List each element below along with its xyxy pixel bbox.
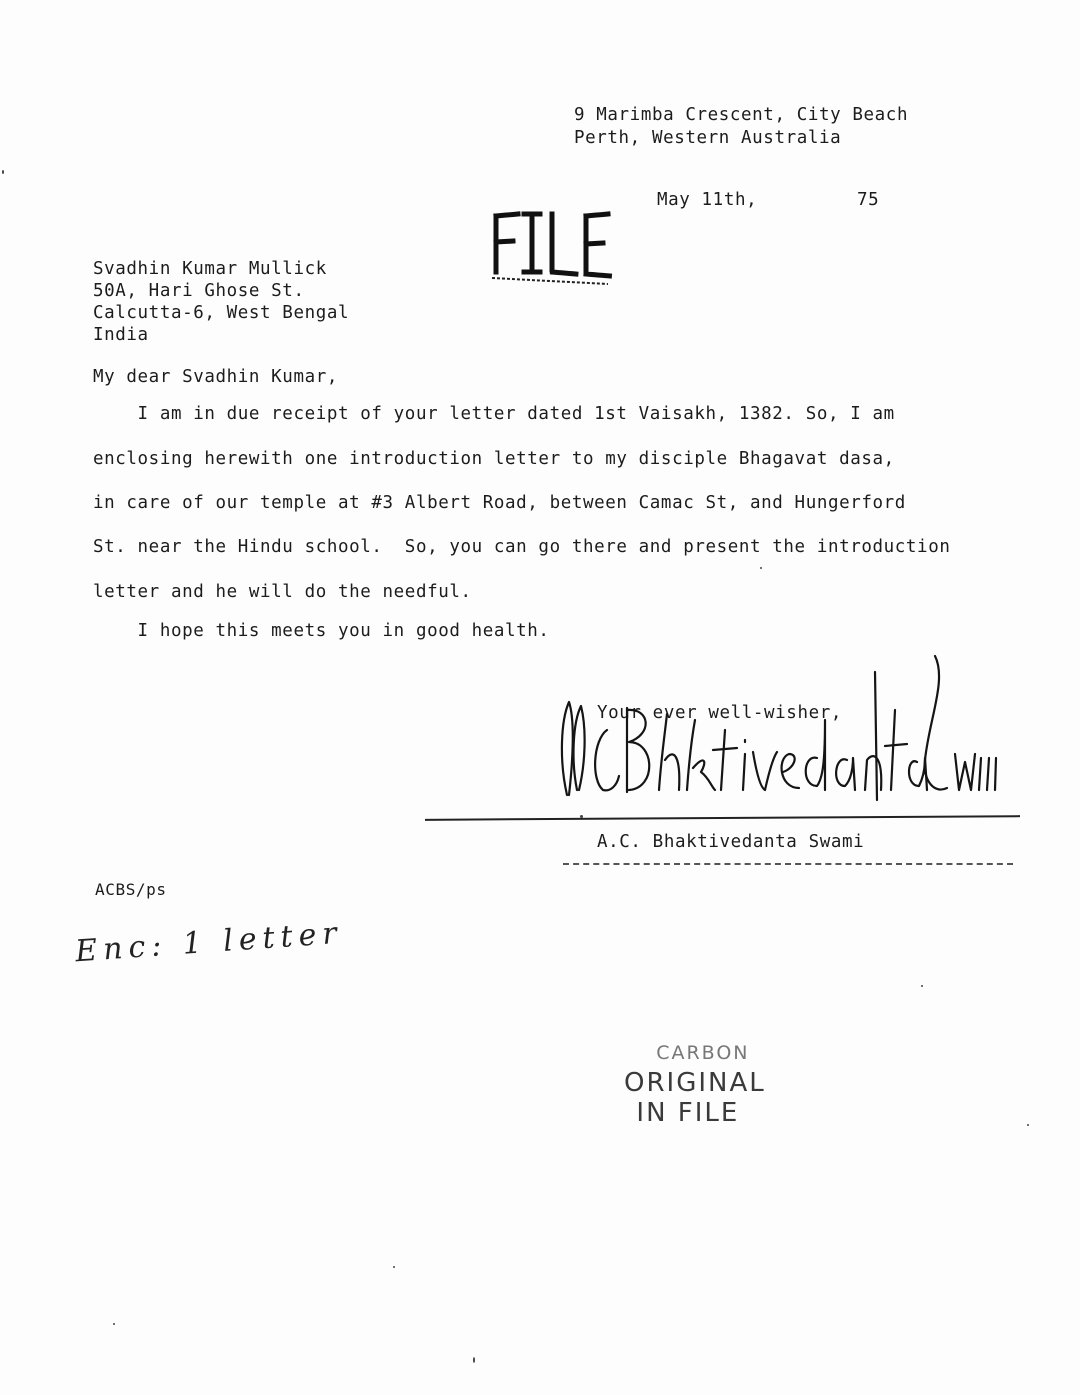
reference-initials: ACBS/ps [95,880,167,899]
salutation: My dear Svadhin Kumar, [93,367,338,387]
carbon-stamp-line-3: IN FILE [636,1098,740,1128]
carbon-original-stamp [610,1038,766,1128]
recipient-name: Svadhin Kumar Mullick [93,259,327,279]
closing-sentence: I hope this meets you in good health. [93,621,550,641]
sender-address-line-1: 9 Marimba Crescent, City Beach [574,105,909,125]
scan-speck [2,170,4,174]
scan-speck [921,985,923,987]
enclosure-note: Enc: 1 letter [74,915,344,970]
date-year: 75 [857,190,880,210]
file-stamp [488,206,613,286]
recipient-country: India [93,325,149,345]
scan-speck [113,1323,115,1325]
carbon-stamp-line-1: CARBON [656,1042,750,1064]
body-line-4: St. near the Hindu school. So, you can go there and present the introduction [93,537,951,557]
signer-name: A.C. Bhaktivedanta Swami [597,832,865,852]
carbon-stamp-line-2: ORIGINAL [624,1068,766,1098]
sender-address-line-2: Perth, Western Australia [574,128,842,148]
scan-speck [393,1266,395,1268]
scan-speck [580,815,583,818]
recipient-city: Calcutta-6, West Bengal [93,303,350,323]
handwritten-signature [555,650,1000,820]
recipient-street: 50A, Hari Ghose St. [93,281,305,301]
scan-speck [1027,1124,1029,1126]
body-line-2: enclosing herewith one introduction letter to my disciple Bhagavat dasa, [93,449,895,469]
sender-address [574,104,908,150]
body-line-5: letter and he will do the needful. [93,582,472,602]
body-line-3: in care of our temple at #3 Albert Road, between Camac St, and Hungerford [93,493,906,513]
scan-speck [760,567,762,569]
recipient-address [93,258,349,346]
letter-date [657,190,880,210]
signature-dashed-rule [563,863,1013,865]
date-day: May 11th, [657,190,758,210]
complimentary-close: Your ever well-wisher, [597,703,842,723]
scan-speck [473,1357,475,1363]
body-line-1: I am in due receipt of your letter dated 1st Vaisakh, 1382. So, I am [93,404,895,424]
